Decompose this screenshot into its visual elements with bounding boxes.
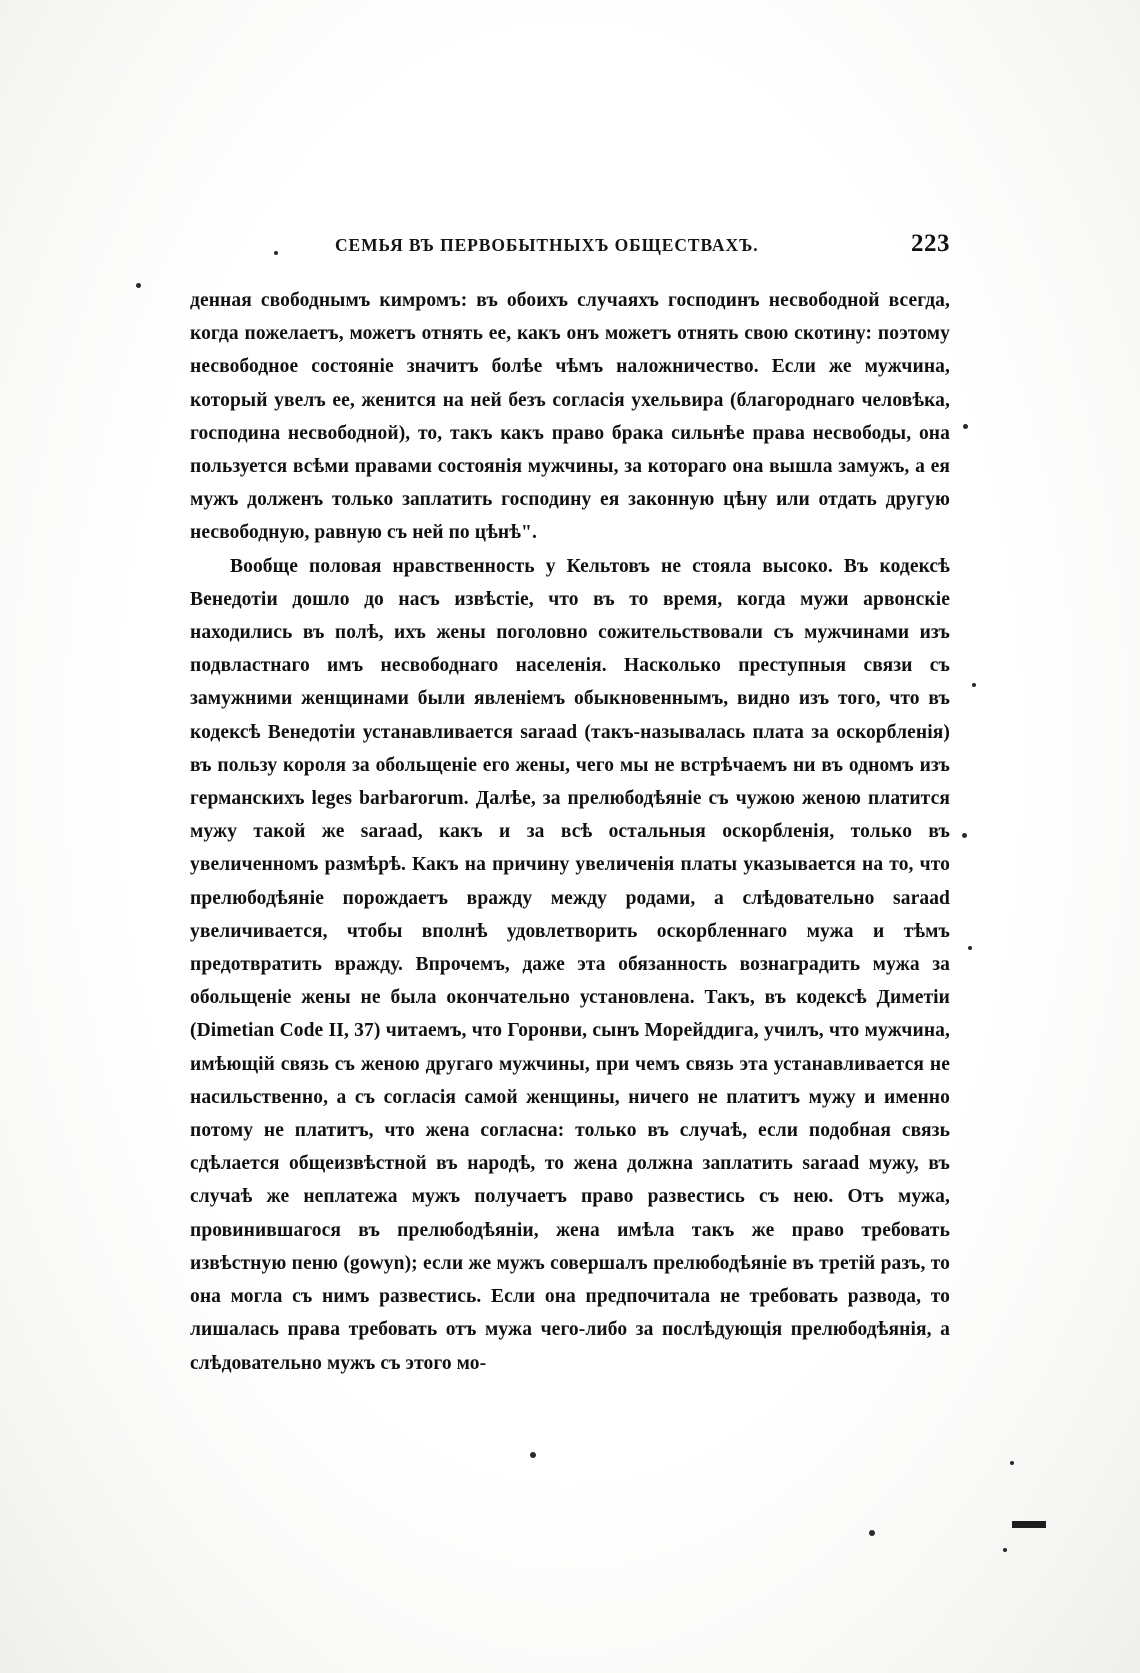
body-text: [190, 284, 950, 1380]
scan-speck: [869, 1530, 875, 1536]
scan-speck: [968, 946, 972, 950]
scan-speck: [962, 833, 967, 838]
paragraph-2: Вообще половая нравственность у Кельтовъ не стояла высоко. Въ кодексѣ Венедотіи дошло до насъ извѣстіе, что въ то время, когда мужи арвонскіе находились въ полѣ, ихъ жены поголовно сожительствовали съ мужчинами изъ подвластнаго имъ несвободнаго населенія. Насколько преступныя связи съ замужними женщинами были явленіемъ обыкновеннымъ, видно изъ того, что въ кодексѣ Венедотіи устанавливается saraad (такъ-называлась плата за оскорбленія) въ пользу короля за обольщеніе его жены, чего мы не встрѣчаемъ ни въ одномъ изъ германскихъ leges barbarorum. Далѣе, за прелюбодѣяніе съ чужою женою платится мужу такой же saraad, какъ и за всѣ остальныя оскорбленія, только въ увеличенномъ размѣрѣ. Какъ на причину увеличенія платы указывается на то, что прелюбодѣяніе порождаетъ вражду между родами, а слѣдовательно saraad увеличивается, чтобы вполнѣ удовлетворить оскорбленнаго мужа и тѣмъ предотвратить вражду. Впрочемъ, даже эта обязанность вознаградить мужа за обольщеніе жены не была окончательно установлена. Такъ, въ кодексѣ Диметіи (Dimetian Code II, 37) читаемъ, что Горонви, сынъ Морейддига, училъ, что мужчина, имѣющій связь съ женою другаго мужчины, при чемъ связь эта устанавливается не насильственно, а съ согласія самой женщины, ничего не платитъ мужу и именно потому не платитъ, что жена согласна: только въ случаѣ, если подобная связь сдѣлается общеизвѣстной въ народѣ, то жена должна заплатить saraad мужу, въ случаѣ же неплатежа мужъ получаетъ право развестись съ нею. Отъ мужа, провинившагося въ прелюбодѣяніи, жена имѣла такъ же право требовать извѣстную пеню (gowyn); если же мужъ совершалъ прелюбодѣяніе въ третій разъ, то она могла съ нимъ развестись. Если она предпочитала не требовать развода, то лишалась права требовать отъ мужа чего-либо за послѣдующія прелюбодѣянія, а слѣдовательно мужъ съ этого мо-: [190, 555, 950, 1374]
page-content: [190, 230, 950, 1380]
running-title: СЕМЬЯ ВЪ ПЕРВОБЫТНЫХЪ ОБЩЕСТВАХЪ.: [335, 235, 759, 255]
scan-mark: [1012, 1521, 1046, 1528]
scan-speck: [963, 424, 968, 429]
scan-speck: [1010, 1461, 1014, 1465]
scan-speck: [1003, 1548, 1007, 1552]
scan-speck: [136, 283, 141, 288]
page-number: 223: [911, 230, 950, 257]
paragraph-1: денная свободнымъ кимромъ: въ обоихъ случаяхъ господинъ несвободной всегда, когда пожелаетъ, можетъ отнять ее, какъ онъ можетъ отнять свою скотину: поэтому несвободное состояніе значитъ болѣе чѣмъ наложничество. Если же мужчина, который увелъ ее, женится на ней безъ согласія ухельвира (благороднаго человѣка, господина несвободной), то, такъ какъ право брака сильнѣе права несвободы, она пользуется всѣми правами состоянія мужчины, за котораго она вышла замужъ, а ея мужъ долженъ только заплатить господину ея законную цѣну или отдать другую несвободную, равную съ ней по цѣнѣ".: [190, 290, 950, 544]
running-head: [190, 230, 950, 258]
scan-speck: [530, 1452, 536, 1458]
scan-speck: [972, 683, 976, 687]
